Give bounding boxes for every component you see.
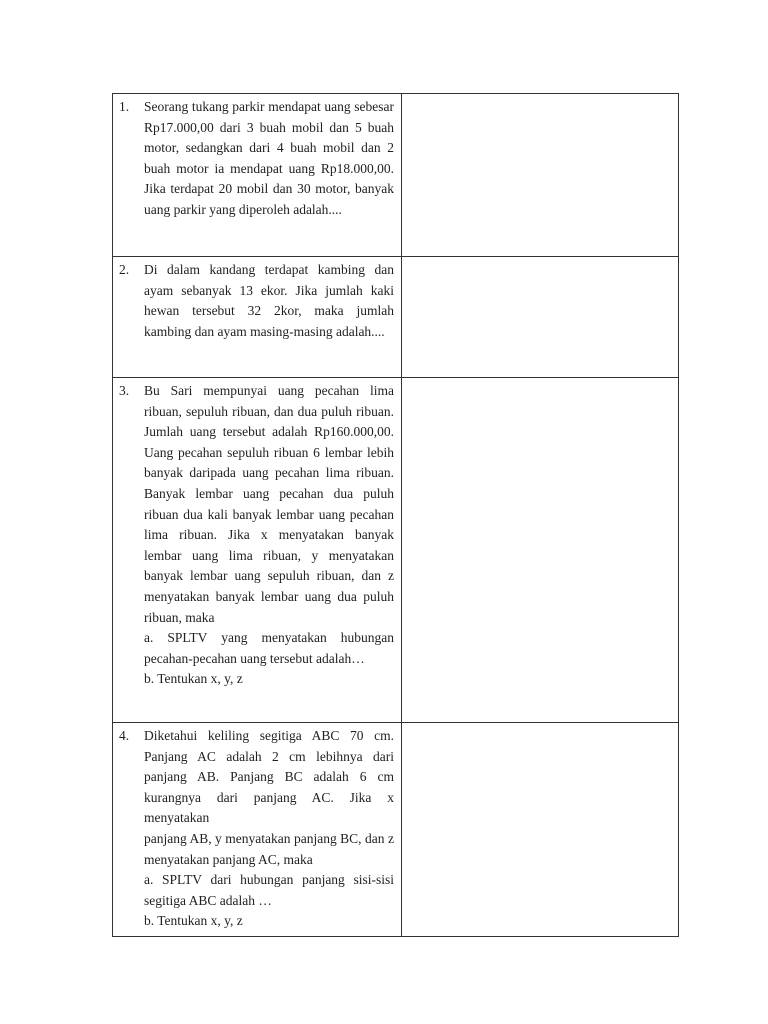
question-paragraph: Bu Sari mempunyai uang pecahan lima ribuan, sepuluh ribuan, dan dua puluh ribuan. Jumlah uang tersebut adalah Rp160.000,00. Uang pecahan sepuluh ribuan 6 lembar lebih banyak daripada uang pecahan lima ribuan. Banyak lembar uang pecahan dua puluh ribuan dua kali banyak lembar uang pecahan lima ribuan. Jika x menyatakan banyak lembar uang lima ribuan, y menyatakan banyak lembar uang sepuluh ribuan, dan z menyatakan banyak lembar uang dua puluh ribuan, maka: [144, 383, 394, 625]
question-paragraph: Di dalam kandang terdapat kambing dan ayam sebanyak 13 ekor. Jika jumlah kaki hewan tersebut 32 2kor, maka jumlah kambing dan ayam masing-masing adalah....: [144, 262, 394, 339]
answer-cell-4: [402, 723, 679, 937]
answer-cell-2: [402, 257, 679, 378]
question-paragraph: b. Tentukan x, y, z: [144, 913, 243, 929]
question-paragraph: a. SPLTV yang menyatakan hubungan pecahan-pecahan uang tersebut adalah…: [144, 630, 394, 666]
table-row: [113, 723, 679, 937]
answer-cell-3: [402, 378, 679, 723]
question-text-1: [144, 97, 394, 221]
answer-cell-1: [402, 94, 679, 257]
question-number: 2.: [119, 262, 130, 277]
question-cell-3: [113, 378, 402, 723]
table-row: [113, 378, 679, 723]
question-text-2: [144, 260, 394, 342]
question-cell-2: [113, 257, 402, 378]
question-paragraph: panjang AB, y menyatakan panjang BC, dan z menyatakan panjang AC, maka: [144, 830, 394, 867]
question-text-3: [144, 381, 394, 690]
question-paragraph: Seorang tukang parkir mendapat uang sebesar Rp17.000,00 dari 3 buah mobil dan 5 buah motor, sedangkan dari 4 buah mobil dan 2 buah motor ia mendapat uang Rp18.000,00. Jika terdapat 20 mobil dan 30 motor, banyak uang parkir yang diperoleh adalah....: [144, 99, 394, 217]
question-cell-4: [113, 723, 402, 937]
question-paragraph: Diketahui keliling segitiga ABC 70 cm. Panjang AC adalah 2 cm lebihnya dari panjang AB. Panjang BC adalah 6 cm kurangnya dari panjang AC. Jika x menyatakan: [144, 728, 394, 826]
question-table: [112, 93, 679, 937]
question-number: 3.: [119, 383, 130, 398]
table-row: [113, 257, 679, 378]
question-paragraph: b. Tentukan x, y, z: [144, 671, 243, 687]
question-paragraph: a. SPLTV dari hubungan panjang sisi-sisi segitiga ABC adalah …: [144, 872, 394, 908]
question-cell-1: [113, 94, 402, 257]
question-number: 1.: [119, 99, 130, 114]
question-text-4: [144, 726, 394, 932]
question-number: 4.: [119, 728, 130, 743]
table-row: [113, 94, 679, 257]
